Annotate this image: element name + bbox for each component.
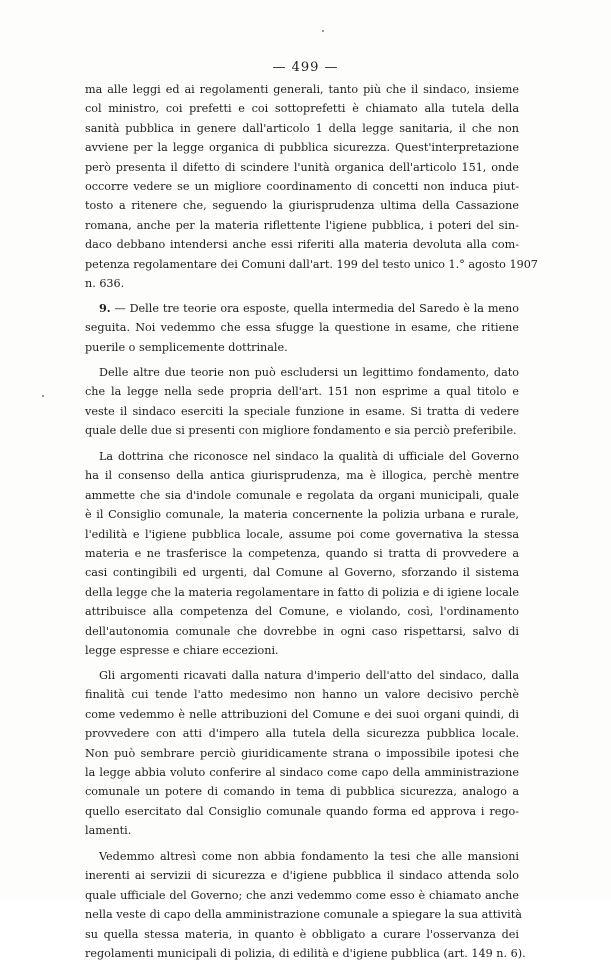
paragraph-3 — [85, 363, 519, 441]
text-line: Non può sembrare perciò giuridicamente strana o impossibile ipotesi che — [85, 746, 519, 760]
text-line: materia e ne trasferisce la competenza, quando si tratta di provvedere a — [85, 547, 519, 561]
text-line: inerenti ai servizii di sicurezza e d'igiene pubblica il sindaco attenda solo — [85, 869, 519, 883]
paragraph-2 — [85, 299, 519, 357]
paragraph-4 — [85, 447, 519, 660]
text-line: casi contingibili ed urgenti, dal Comune al Governo, sforzando il sistema — [85, 566, 519, 580]
text-line: ha il consenso della antica giurisprudenza, ma è illogica, perchè mentre — [85, 469, 519, 483]
text-line: finalità cui tende l'atto medesimo non hanno un valore decisivo perchè — [85, 688, 519, 702]
text-line: come vedemmo è nelle attribuzioni del Comune e dei suoi organi quindi, di — [85, 707, 519, 721]
text-line: sanità pubblica in genere dall'articolo 1 della legge sanitaria, il che non — [85, 121, 519, 135]
text-line: nella veste di capo della amministrazione comunale a spiegare la sua attività — [85, 908, 522, 922]
text-line: puerile o semplicemente dottrinale. — [85, 340, 288, 354]
text-line: dell'autonomia comunale che dovrebbe in ogni caso rispettarsi, salvo di — [85, 624, 519, 638]
text-line: attribuisce alla competenza del Comune, e violando, così, l'ordinamento — [85, 605, 519, 619]
text-line: la legge abbia voluto conferire al sindaco come capo della amministrazione — [85, 766, 519, 780]
text-line-content: — Delle tre teorie ora esposte, quella intermedia del Saredo è la meno — [114, 302, 519, 315]
text-line: Vedemmo altresì come non abbia fondamento la tesi che alle mansioni — [99, 850, 519, 863]
text-line: romana, anche per la materia riflettente l'igiene pubblica, i poteri del sin- — [85, 218, 519, 232]
text-line: quello esercitato dal Consiglio comunale quando forma ed approva i rego- — [85, 804, 519, 818]
text-line: petenza regolamentare dei Comuni dall'art. 199 del testo unico 1.° agosto 1907 — [85, 257, 538, 271]
section-number: 9. — [99, 301, 111, 315]
paragraph-5 — [85, 666, 519, 841]
text-line: della legge che la materia regolamentare in fatto di polizia e di igiene locale — [85, 585, 519, 599]
text-line: lamenti. — [85, 824, 132, 838]
paragraph-6 — [85, 847, 526, 963]
text-line: col ministro, coi prefetti e coi sottoprefetti è chiamato alla tutela della — [85, 102, 519, 116]
text-line: La dottrina che riconosce nel sindaco la qualità di ufficiale del Governo — [99, 450, 519, 463]
text-line: Delle altre due teorie non può escludersi un legittimo fondamento, dato — [99, 366, 519, 379]
text-line: ma alle leggi ed ai regolamenti generali, tanto più che il sindaco, insieme — [85, 83, 519, 96]
text-line: regolamenti municipali di polizia, di edilità e d'igiene pubblica (art. 149 n. 6). — [85, 947, 526, 961]
text-line: su quella stessa materia, in quanto è obbligato a curare l'osservanza dei — [85, 927, 519, 941]
text-line — [85, 299, 519, 318]
text-line: occorre vedere se un migliore coordinamento di concetti non induca piut- — [85, 180, 519, 194]
text-line: n. 636. — [85, 277, 125, 291]
text-line: è il Consiglio comunale, la materia concernente la polizia urbana e rurale, — [85, 508, 519, 522]
text-line: che la legge nella sede propria dell'art. 151 non esprime a qual titolo e — [85, 385, 519, 399]
text-line: l'edilità e l'igiene pubblica locale, assume poi come governativa la stessa — [85, 527, 519, 541]
text-line: quale delle due si presenti con migliore fondamento e sia perciò preferibile. — [85, 424, 517, 438]
text-line: però presenta il difetto di scindere l'unità organica dell'articolo 151, onde — [85, 160, 519, 174]
text-line: tosto a ritenere che, seguendo la giurisprudenza ultima della Cassazione — [85, 199, 519, 213]
text-line: veste il sindaco eserciti la speciale funzione in esame. Si tratta di vedere — [85, 404, 519, 418]
text-line: daco debbano intendersi anche essi riferiti alla materia devoluta alla com- — [85, 238, 519, 252]
text-line: legge espresse e chiare eccezioni. — [85, 644, 279, 658]
text-line: comunale un potere di comando in tema di pubblica sicurezza, analogo a — [85, 785, 519, 799]
text-line: avviene per la legge organica di pubblica sicurezza. Quest'interpretazione — [85, 141, 519, 155]
text-line: seguita. Noi vedemmo che essa sfugge la questione in esame, che ritiene — [85, 321, 519, 335]
scan-speck — [322, 30, 324, 32]
text-line: provvedere con atti d'impero alla tutela della sicurezza pubblica locale. — [85, 727, 519, 741]
paragraph-1 — [85, 80, 538, 293]
text-line: quale ufficiale del Governo; che anzi vedemmo come esso è chiamato anche — [85, 888, 519, 902]
text-line: Gli argomenti ricavati dalla natura d'imperio dell'atto del sindaco, dalla — [99, 669, 519, 682]
scan-speck — [42, 395, 44, 397]
page-number: — 499 — — [272, 60, 339, 75]
text-line: ammette che sia d'indole comunale e regolata da organi municipali, quale — [85, 488, 519, 502]
